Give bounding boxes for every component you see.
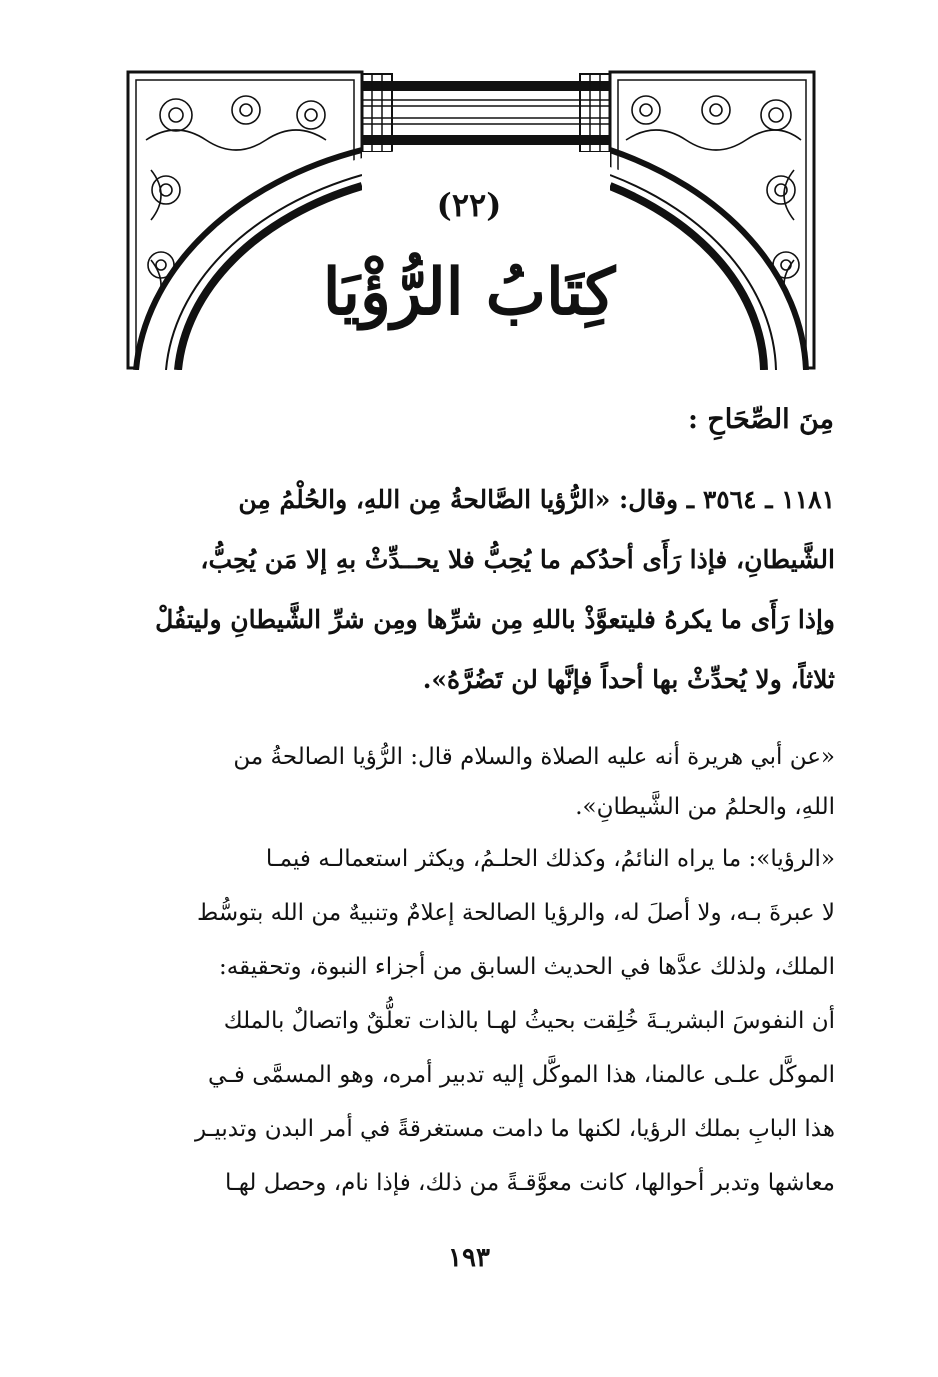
- commentary-line: لا عبرةَ بـه، ولا أصلَ له، والرؤيا الصالحة إعلامٌ وتنبيهٌ من الله بتوسُّط: [197, 900, 835, 926]
- commentary-line: «الرؤيا»: ما يراه النائمُ، وكذلك الحلـمُ، ويكثر استعمالـه فيمـا: [265, 846, 835, 872]
- arch-crossbar: [362, 74, 610, 152]
- chapter-number: (٢٢): [436, 186, 502, 224]
- commentary-quote-line: «عن أبي هريرة أنه عليه الصلاة والسلام قال: الرُّؤيا الصالحةُ من: [233, 744, 835, 770]
- commentary-text: [130, 832, 835, 1210]
- hadith-line: وإذا رَأَى ما يكرهُ فليتعوَّذْ باللهِ مِن شرِّها ومِن شرِّ الشَّيطانِ وليتفُلْ: [155, 605, 835, 634]
- commentary-line: الموكَّل علـى عالمنا، هذا الموكَّل إليه تدبير أمره، وهو المسمَّى فـي: [208, 1062, 835, 1088]
- chapter-title: كِتَابُ الرُّؤْيَا: [322, 255, 616, 330]
- commentary-line: هذا البابِ بملك الرؤيا، لكنها ما دامت مستغرقةً في أمر البدن وتدبيـر: [195, 1116, 835, 1142]
- hadith-line: الشَّيطانِ، فإذا رَأَى أحدُكم ما يُحِبُّ فلا يحــدِّثْ بهِ إلا مَن يُحِبُّ،: [200, 545, 835, 574]
- hadith-line: ١١٨١ ـ ٣٥٦٤ ـ وقال: «الرُّؤيا الصَّالحةُ مِن اللهِ، والحُلْمُ مِن: [238, 485, 835, 514]
- page-number: ١٩٣: [448, 1243, 490, 1273]
- commentary-line: معاشها وتدبر أحوالها، كانت معوَّقـةً من ذلك، فإذا نام، وحصل لهـا: [225, 1170, 835, 1196]
- section-label: مِنَ الصِّحَاحِ :: [687, 404, 834, 435]
- commentary-quote: [130, 732, 835, 832]
- commentary-quote-line: اللهِ، والحلمُ من الشَّيطانِ».: [575, 794, 835, 820]
- hadith-line: ثلاثاً، ولا يُحدِّثْ بها أحداً فإنَّها لن تَضُرَّهُ».: [422, 665, 835, 694]
- commentary-line: الملك، ولذلك عدَّها في الحديث السابق من أجزاء النبوة، وتحقيقه:: [218, 954, 835, 980]
- hadith-text: [130, 470, 835, 710]
- commentary-line: أن النفوسَ البشريـةَ خُلِقت بحيثُ لهـا بالذات تعلُّقٌ واتصالٌ بالملك: [223, 1008, 835, 1034]
